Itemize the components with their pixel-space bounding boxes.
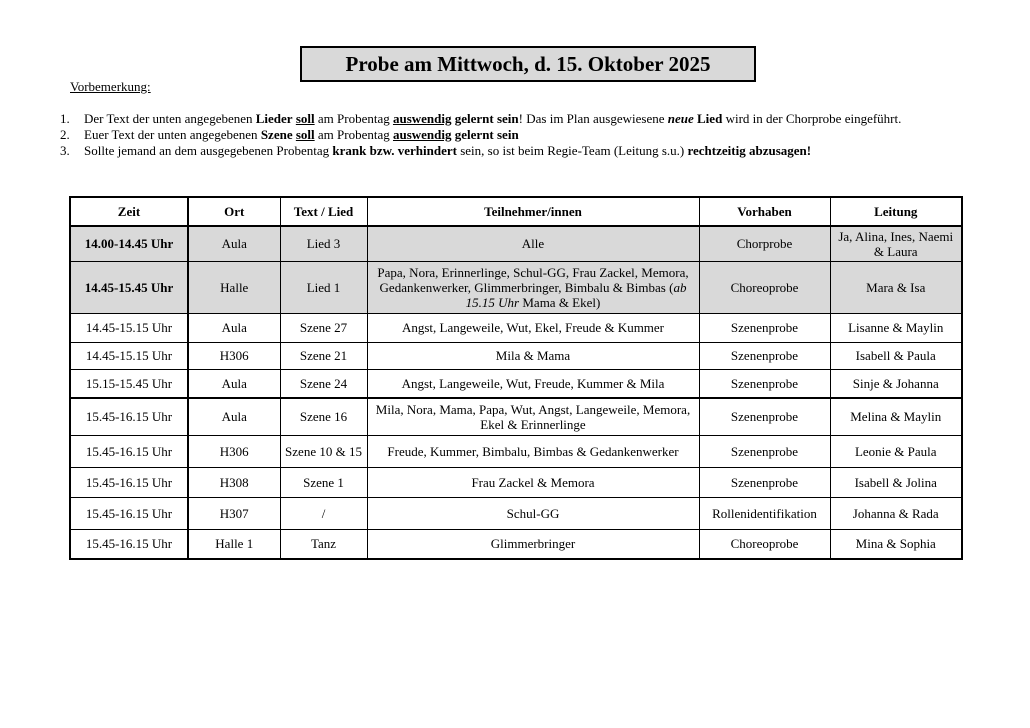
page-title bbox=[300, 46, 756, 82]
cell-teilnehmer bbox=[367, 342, 699, 369]
text-run: Mila, Nora, Mama, Papa, Wut, Angst, Langeweile, Memora, Ekel & Erinnerlinge bbox=[375, 401, 691, 432]
cell-ort: Aula bbox=[188, 369, 280, 398]
cell-text-lied: Szene 21 bbox=[280, 342, 367, 369]
text-run: rechtzeitig abzusagen! bbox=[687, 143, 812, 158]
cell-leitung: Isabell & Paula bbox=[830, 342, 962, 369]
cell-vorhaben: Szenenprobe bbox=[699, 313, 830, 342]
cell-ort: Halle 1 bbox=[188, 529, 280, 559]
text-run: soll bbox=[295, 111, 315, 126]
cell-zeit: 15.45-16.15 Uhr bbox=[70, 398, 188, 435]
text-run: Glimmerbringer bbox=[490, 536, 576, 552]
note-number: 2. bbox=[60, 127, 70, 142]
table-row bbox=[70, 497, 962, 529]
cell-teilnehmer bbox=[367, 435, 699, 467]
header-zeit: Zeit bbox=[70, 197, 188, 226]
table-row bbox=[70, 529, 962, 559]
cell-vorhaben: Rollenidentifikation bbox=[699, 497, 830, 529]
cell-leitung: Melina & Maylin bbox=[830, 398, 962, 435]
table-row bbox=[70, 398, 962, 435]
cell-teilnehmer bbox=[367, 261, 699, 313]
cell-vorhaben: Szenenprobe bbox=[699, 467, 830, 497]
cell-ort: H308 bbox=[188, 467, 280, 497]
text-run: wird in der Chorprobe eingeführt. bbox=[722, 111, 902, 126]
header-ort: Ort bbox=[188, 197, 280, 226]
cell-ort: Halle bbox=[188, 261, 280, 313]
cell-teilnehmer bbox=[367, 529, 699, 559]
text-run: Papa, Nora, Erinnerlinge, Schul-GG, Frau Zackel, Memora, Gedankenwerker, Glimmerbringer, Bimbalu & Bimbas ( bbox=[377, 264, 689, 295]
text-run: Mila & Mama bbox=[495, 348, 571, 363]
cell-text-lied: Szene 24 bbox=[280, 369, 367, 398]
text-run: Schul-GG bbox=[506, 505, 560, 521]
note-item bbox=[60, 143, 960, 159]
cell-leitung: Leonie & Paula bbox=[830, 435, 962, 467]
text-run: Frau Zackel & Memora bbox=[471, 474, 595, 490]
cell-zeit: 14.45-15.15 Uhr bbox=[70, 342, 188, 369]
cell-leitung: Mara & Isa bbox=[830, 261, 962, 313]
cell-zeit: 14.45-15.45 Uhr bbox=[70, 261, 188, 313]
notes-list bbox=[60, 111, 960, 159]
table-row bbox=[70, 369, 962, 398]
cell-teilnehmer bbox=[367, 369, 699, 398]
cell-ort: Aula bbox=[188, 398, 280, 435]
text-run: krank bzw. verhindert bbox=[332, 143, 457, 158]
text-run: gelernt sein bbox=[454, 111, 519, 126]
text-run: auswendig bbox=[392, 127, 452, 142]
cell-zeit: 15.45-16.15 Uhr bbox=[70, 435, 188, 467]
table-row bbox=[70, 435, 962, 467]
text-run: Freude, Kummer, Bimbalu, Bimbas & Gedankenwerker bbox=[387, 443, 679, 459]
cell-vorhaben: Szenenprobe bbox=[699, 435, 830, 467]
text-run: Angst, Langeweile, Wut, Ekel, Freude & Kummer bbox=[401, 320, 665, 335]
cell-ort: Aula bbox=[188, 313, 280, 342]
note-item bbox=[60, 111, 960, 127]
cell-teilnehmer bbox=[367, 226, 699, 261]
cell-text-lied: Szene 1 bbox=[280, 467, 367, 497]
text-run: Lieder bbox=[255, 111, 293, 126]
text-run: Alle bbox=[521, 236, 545, 252]
text-run: neue bbox=[667, 111, 694, 126]
table-header-row bbox=[70, 197, 962, 226]
text-run: soll bbox=[295, 127, 315, 142]
text-run: Sollte jemand an dem ausgegebenen Probentag bbox=[84, 143, 333, 158]
header-leitung: Leitung bbox=[830, 197, 962, 226]
text-run: Angst, Langeweile, Wut, Freude, Kummer & Mila bbox=[401, 375, 665, 391]
text-run: Lied bbox=[697, 111, 723, 126]
cell-text-lied: Lied 3 bbox=[280, 226, 367, 261]
header-teilnehmer: Teilnehmer/innen bbox=[367, 197, 699, 226]
cell-zeit: 14.00-14.45 Uhr bbox=[70, 226, 188, 261]
schedule-table bbox=[69, 196, 963, 560]
cell-leitung: Johanna & Rada bbox=[830, 497, 962, 529]
cell-teilnehmer bbox=[367, 497, 699, 529]
text-run: gelernt sein bbox=[454, 127, 519, 142]
cell-text-lied: / bbox=[280, 497, 367, 529]
cell-teilnehmer bbox=[367, 313, 699, 342]
cell-leitung: Isabell & Jolina bbox=[830, 467, 962, 497]
cell-vorhaben: Choreoprobe bbox=[699, 261, 830, 313]
text-run: ! Das im Plan ausgewiesene bbox=[518, 111, 668, 126]
cell-teilnehmer bbox=[367, 467, 699, 497]
header-text-lied: Text / Lied bbox=[280, 197, 367, 226]
cell-leitung: Mina & Sophia bbox=[830, 529, 962, 559]
cell-ort: H306 bbox=[188, 342, 280, 369]
title-text: Probe am Mittwoch, d. 15. Oktober 2025 bbox=[345, 51, 711, 76]
cell-ort: H307 bbox=[188, 497, 280, 529]
cell-zeit: 15.45-16.15 Uhr bbox=[70, 467, 188, 497]
table-row bbox=[70, 467, 962, 497]
cell-vorhaben: Szenenprobe bbox=[699, 369, 830, 398]
cell-ort: H306 bbox=[188, 435, 280, 467]
text-run: Euer Text der unten angegebenen bbox=[84, 127, 261, 142]
cell-vorhaben: Choreoprobe bbox=[699, 529, 830, 559]
table-row bbox=[70, 261, 962, 313]
text-run: ab 15.15 Uhr bbox=[465, 279, 687, 310]
note-number: 3. bbox=[60, 143, 70, 158]
cell-text-lied: Lied 1 bbox=[280, 261, 367, 313]
text-run: Mama & Ekel) bbox=[519, 294, 601, 310]
cell-zeit: 15.45-16.15 Uhr bbox=[70, 497, 188, 529]
cell-text-lied: Tanz bbox=[280, 529, 367, 559]
text-run: Der Text der unten angegebenen bbox=[84, 111, 256, 126]
table-row bbox=[70, 226, 962, 261]
cell-zeit: 15.15-15.45 Uhr bbox=[70, 369, 188, 398]
cell-vorhaben: Chorprobe bbox=[699, 226, 830, 261]
text-run: am Probentag bbox=[314, 111, 393, 126]
cell-zeit: 14.45-15.15 Uhr bbox=[70, 313, 188, 342]
table-row bbox=[70, 313, 962, 342]
cell-teilnehmer bbox=[367, 398, 699, 435]
note-item bbox=[60, 127, 960, 143]
cell-vorhaben: Szenenprobe bbox=[699, 342, 830, 369]
text-run: auswendig bbox=[392, 111, 452, 126]
cell-text-lied: Szene 27 bbox=[280, 313, 367, 342]
cell-ort: Aula bbox=[188, 226, 280, 261]
cell-text-lied: Szene 10 & 15 bbox=[280, 435, 367, 467]
table-row bbox=[70, 342, 962, 369]
vorbemerkung-heading: Vorbemerkung: bbox=[70, 79, 151, 94]
text-run: Szene bbox=[260, 127, 293, 142]
cell-text-lied: Szene 16 bbox=[280, 398, 367, 435]
cell-vorhaben: Szenenprobe bbox=[699, 398, 830, 435]
note-number: 1. bbox=[60, 111, 70, 126]
cell-leitung: Sinje & Johanna bbox=[830, 369, 962, 398]
cell-leitung: Ja, Alina, Ines, Naemi & Laura bbox=[830, 226, 962, 261]
text-run: sein, so ist beim Regie-Team (Leitung s.u.) bbox=[456, 143, 688, 158]
header-vorhaben: Vorhaben bbox=[699, 197, 830, 226]
cell-zeit: 15.45-16.15 Uhr bbox=[70, 529, 188, 559]
cell-leitung: Lisanne & Maylin bbox=[830, 313, 962, 342]
text-run: am Probentag bbox=[314, 127, 393, 142]
